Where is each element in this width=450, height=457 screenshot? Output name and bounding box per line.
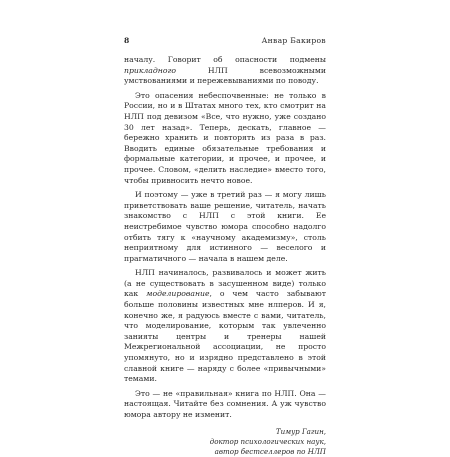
paragraph-1: [124, 55, 326, 87]
signature-name: Тимур Гагин,: [275, 426, 326, 436]
paragraph-1-text-a: началу. Говорит об опасности подмены: [124, 55, 326, 64]
signature-description: автор бестселлеров по НЛП: [214, 447, 326, 456]
signature-degree: доктор психологических наук,: [209, 436, 326, 446]
paragraph-1-emphasis: прикладного: [124, 65, 176, 75]
running-head-author: Анвар Бакиров: [261, 36, 326, 45]
paragraph-4: [124, 268, 326, 385]
paragraph-4-text-c: , о чем часто забывают больше половины известных мне нлперов. И я, конечно же, я радуюсь вместе с вами, читатель, что моделирование, которым так увлеченно занияты центры и тренеры нашей Межрегиональной ассоциации, не просто упомянуто, но и изрядно представлено в этой славной книге — наряду с более «привычными» темами.: [124, 289, 326, 384]
paragraph-4-emphasis: моделирование: [146, 289, 210, 299]
body-text: [124, 55, 326, 457]
page-number: 8: [124, 36, 130, 45]
paragraph-2: Это опасения небеспочвенные: не только в России, но и в Штатах много тех, кто смотрит на НЛП под девизом «Все, что нужно, уже создано 30 лет назад». Теперь, дескать, главное — бережно хранить и повторять из раза в раз. Вводить единые обязательные требования и формальные категории, и прочее, и прочее, и прочее. Словом, «делить наследие» вместо того, чтобы привносить нечто новое.: [124, 90, 326, 185]
paragraph-5: Это — не «правильная» книга по НЛП. Она — настоящая. Читайте без сомнения. А уж чувство юмора автору не изменит.: [124, 388, 326, 419]
paragraph-4-text-a: НЛП начиналось, развивалось и может жить (а не существовать в засушенном виде) только как: [124, 268, 326, 299]
paragraph-3: И поэтому — уже в третий раз — я могу лишь приветствовать ваше решение, читатель, начать знакомство с НЛП с этой книги. Ее неистребимое чувство юмора способно надолго отбить тягу к «научному академизму», столь неприятному для истинного — веселого и прагматичного — начала в нашем деле.: [124, 190, 326, 263]
paragraph-1-text-c: НЛП всевозможными умствованиями и пережевываниями по поводу.: [124, 65, 326, 86]
signature-block: [124, 427, 326, 457]
